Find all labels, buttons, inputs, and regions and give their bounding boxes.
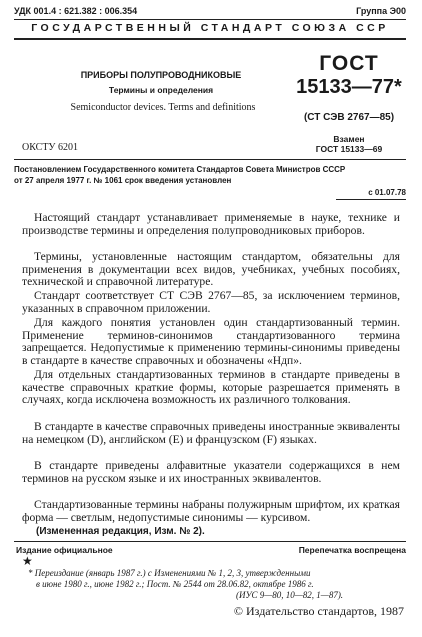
footer-rule [14, 541, 406, 542]
reissue-note-1: * Переиздание (январь 1987 г.) с Изменениями № 1, 2, 3, утвержденными [28, 568, 311, 578]
body-paragraph-7: В стандарте приведены алфавитные указатели содержащихся в нем терминов на русском языке и их иностранных эквивалентов. [22, 459, 400, 485]
body-paragraph-8: Стандартизованные термины набраны полужирным шрифтом, их краткая форма — светлым, недопустимые синонимы — курсивом. [22, 498, 400, 524]
effective-date: с 01.07.78 [368, 188, 406, 197]
date-underline [336, 199, 406, 200]
decree-line-2: от 27 апреля 1977 г. № 1061 срок введения установлен [14, 176, 232, 185]
official-edition-label: Издание официальное [16, 545, 113, 555]
reprint-prohibited-label: Перепечатка воспрещена [298, 545, 406, 555]
udk-code: УДК 001.4 : 621.382 : 006.354 [14, 6, 138, 16]
reissue-note-3: (ИУС 9—80, 10—82, 1—87). [236, 590, 344, 600]
reissue-note-2: в июне 1980 г., июне 1982 г.; Пост. № 2544 от 28.06.82, октябре 1986 г. [36, 579, 314, 589]
header-rule-top [14, 19, 406, 20]
council-heading: ГОСУДАРСТВЕННЫЙ СТАНДАРТ СОЮЗА ССР [31, 22, 389, 34]
standard-title: ПРИБОРЫ ПОЛУПРОВОДНИКОВЫЕ [80, 70, 242, 80]
body-paragraph-2: Термины, установленные настоящим стандартом, обязательны для применения в документации всех видов, учебниках, учебных пособиях, технической и справочной литературе. [22, 250, 400, 289]
revision-note: (Измененная редакция, Изм. № 2). [36, 526, 205, 537]
body-paragraph-5: Для отдельных стандартизованных терминов в стандарте приведены в качестве справочных краткие формы, которые разрешается применять в случаях, когда исключена возможность их различного толкования. [22, 368, 400, 407]
body-paragraph-6: В стандарте в качестве справочных приведены иностранные эквиваленты на немецком (D), английском (E) и французском (F) языках. [22, 420, 400, 446]
copyright-line: © Издательство стандартов, 1987 [233, 604, 404, 618]
decree-line-1: Постановлением Государственного комитета Стандартов Совета Министров СССР [14, 165, 346, 174]
title-rule [14, 159, 406, 160]
gost-label: ГОСТ [319, 52, 379, 75]
body-paragraph-3: Стандарт соответствует СТ СЭВ 2767—85, за исключением терминов, указанных в справочном приложении. [22, 289, 400, 315]
header-rule-bottom [14, 38, 406, 40]
replaces-value: ГОСТ 15133—69 [315, 144, 383, 154]
gost-number: 15133—77* [296, 76, 402, 98]
star-mark: ★ [22, 554, 33, 568]
standard-subtitle: Термины и определения [108, 85, 214, 95]
st-sev-number: (СТ СЭВ 2767—85) [303, 112, 395, 123]
body-paragraph-4: Для каждого понятия установлен один стандартизованный термин. Применение терминов-синонимов стандартизованного термина запрещается. Недопустимые к применению термины-синонимы приведены в стандарте в качестве справочных и обозначены «Ндп». [22, 316, 400, 367]
replaces-label: Взамен [333, 134, 365, 144]
okstu-code: ОКСТУ 6201 [22, 142, 79, 153]
body-paragraph-1: Настоящий стандарт устанавливает применяемые в науке, технике и производстве термины и определения полупроводниковых приборов. [22, 211, 400, 237]
standard-title-english: Semiconductor devices. Terms and definitions [70, 102, 256, 113]
group-code: Группа Э00 [356, 6, 406, 16]
